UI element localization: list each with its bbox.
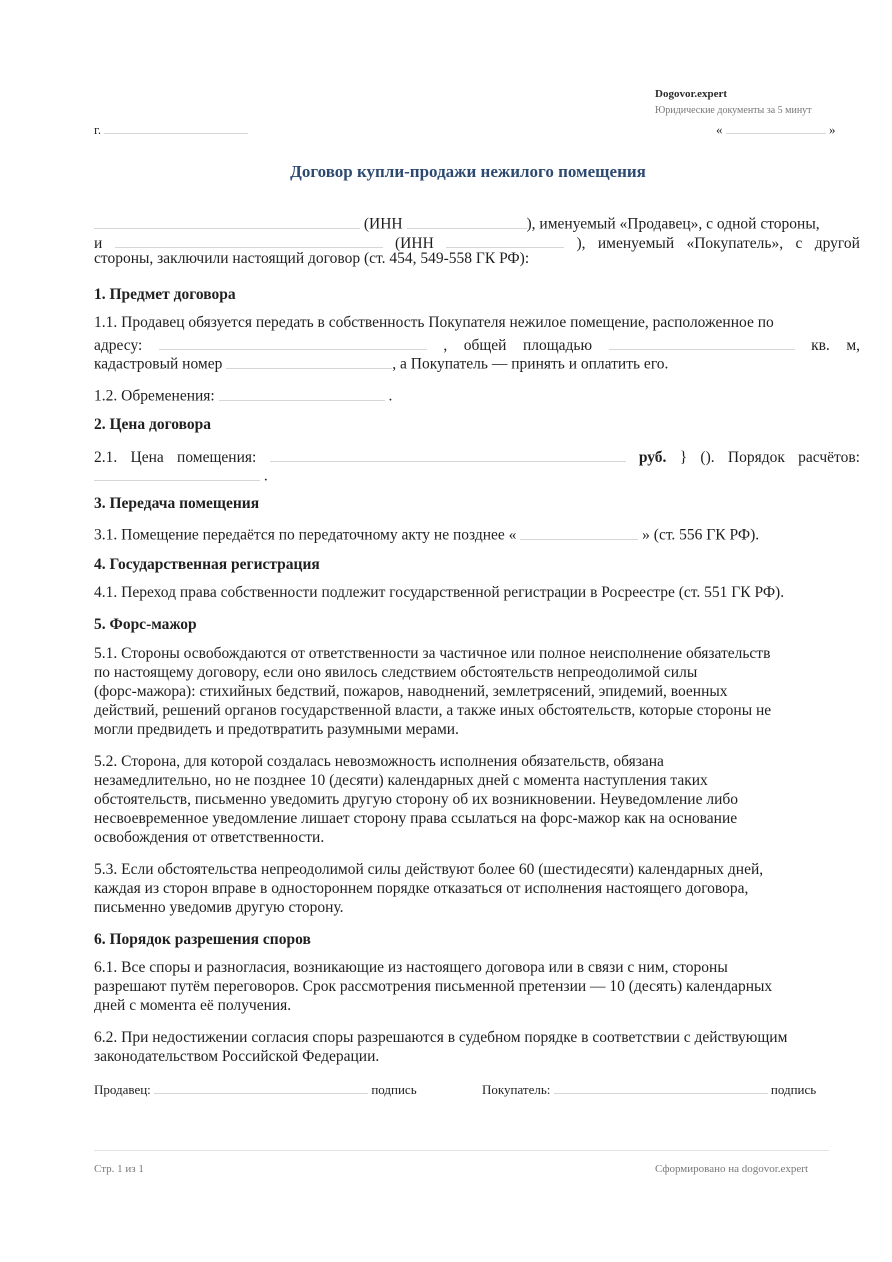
intro-line-3: стороны, заключили настоящий договор (ст. 454, 549-558 ГК РФ): [94, 250, 530, 267]
area-field[interactable] [609, 333, 795, 350]
clause-5-2-line: обстоятельств, письменно уведомить другую сторону об их возникновении. Неуведомление либо [94, 791, 739, 808]
seller-name-field[interactable] [94, 212, 360, 229]
clause-3-1: 3.1. Помещение передаётся по передаточному акту не позднее « » (ст. 556 ГК РФ). [94, 523, 759, 545]
intro-line-2: и (ИНН ), именуемый «Покупатель», с другой [94, 231, 860, 253]
clause-2-1-line-1: 2.1. Цена помещения: руб. } (). Порядок расчётов: [94, 445, 860, 467]
clause-5-3-line: каждая из сторон вправе в одностороннем порядке отказаться от исполнения настоящего договора, [94, 880, 749, 897]
clause-5-3-line: 5.3. Если обстоятельства непреодолимой силы действуют более 60 (шестидесяти) календарных дней, [94, 861, 764, 878]
buyer-name-field[interactable] [115, 231, 383, 248]
brand-tagline: Юридические документы за 5 минут [655, 105, 812, 116]
price-field[interactable] [270, 445, 626, 462]
date-line [716, 120, 836, 138]
section-5-heading: 5. Форс-мажор [94, 616, 197, 633]
clause-1-1-line-3: кадастровый номер , а Покупатель — принять и оплатить его. [94, 352, 668, 374]
footer-divider [94, 1150, 829, 1151]
clause-1-1-line-2: адресу: , общей площадью кв. м, [94, 333, 860, 355]
page-number: Стр. 1 из 1 [94, 1163, 144, 1175]
clause-6-1-line: 6.1. Все споры и разногласия, возникающие из настоящего договора или в связи с ним, стороны [94, 959, 728, 976]
buyer-signature-field[interactable] [554, 1080, 768, 1094]
clause-6-2-line: законодательством Российской Федерации. [94, 1048, 380, 1065]
document-title: Договор купли-продажи нежилого помещения [290, 162, 646, 181]
seller-signature-label: Продавец: [94, 1082, 151, 1097]
clause-5-1-line: по настоящему договору, если оно явилось следствием обстоятельств непреодолимой силы [94, 664, 698, 681]
address-field[interactable] [159, 333, 427, 350]
buyer-signature [482, 1080, 816, 1098]
clause-2-1-line-2: . [94, 464, 268, 486]
clause-4-1: 4.1. Переход права собственности подлежит государственной регистрации в Росреестре (ст. 551 ГК РФ). [94, 584, 785, 601]
section-3-heading: 3. Передача помещения [94, 495, 260, 512]
date-field[interactable] [726, 120, 826, 134]
clause-5-1-line: 5.1. Стороны освобождаются от ответственности за частичное или полное неисполнение обязательств [94, 645, 771, 662]
section-4-heading: 4. Государственная регистрация [94, 556, 320, 573]
section-1-heading: 1. Предмет договора [94, 286, 236, 303]
clause-6-2-line: 6.2. При недостижении согласия споры разрешаются в судебном порядке в соответствии с действующим [94, 1029, 788, 1046]
clause-1-2: 1.2. Обременения: . [94, 384, 392, 406]
city-prefix: г. [94, 122, 102, 137]
clause-6-1-line: дней с момента её получения. [94, 997, 292, 1014]
clause-6-1-line: разрешают путём переговоров. Срок рассмотрения письменной претензии — 10 (десять) календарных [94, 978, 773, 995]
seller-signature [94, 1080, 417, 1098]
clause-5-1-line: могли предвидеть и предотвратить разумными мерами. [94, 721, 459, 738]
city-line [94, 120, 248, 138]
date-close-quote: » [829, 122, 836, 137]
section-2-heading: 2. Цена договора [94, 416, 211, 433]
seller-signature-field[interactable] [154, 1080, 368, 1094]
clause-5-2-line: несвоевременное уведомление лишает сторону права ссылаться на форс-мажор как на основание [94, 810, 738, 827]
buyer-inn-field[interactable] [446, 231, 564, 248]
clause-5-1-line: действий, решений органов государственной власти, а также иных обстоятельств, которые стороны не [94, 702, 772, 719]
clause-5-2-line: 5.2. Сторона, для которой создалась невозможность исполнения обязательств, обязана [94, 753, 664, 770]
cadastral-number-field[interactable] [226, 352, 392, 369]
city-field[interactable] [104, 120, 248, 134]
clause-5-3-line: письменно уведомив другую сторону. [94, 899, 344, 916]
generated-by: Сформировано на dogovor.expert [655, 1163, 809, 1175]
buyer-signature-caption: подпись [770, 1082, 817, 1097]
date-open-quote: « [716, 122, 723, 137]
clause-5-1-line: (форс-мажора): стихийных бедствий, пожаров, наводнений, землетрясений, эпидемий, военных [94, 683, 728, 700]
transfer-date-field[interactable] [520, 523, 638, 540]
intro-line-1: (ИНН ), именуемый «Продавец», с одной стороны, [94, 212, 820, 234]
seller-signature-caption: подпись [371, 1082, 417, 1097]
encumbrances-field[interactable] [219, 384, 385, 401]
clause-5-2-line: освобождения от ответственности. [94, 829, 325, 846]
buyer-signature-label: Покупатель: [482, 1082, 551, 1097]
section-6-heading: 6. Порядок разрешения споров [94, 931, 311, 948]
seller-inn-field[interactable] [407, 212, 527, 229]
payment-terms-field[interactable] [94, 464, 260, 481]
clause-5-2-line: незамедлительно, но не позднее 10 (десяти) календарных дней с момента наступления таких [94, 772, 708, 789]
clause-1-1-line-1: 1.1. Продавец обязуется передать в собственность Покупателя нежилое помещение, расположенное по [94, 314, 774, 331]
brand-name: Dogovor.expert [655, 88, 727, 100]
